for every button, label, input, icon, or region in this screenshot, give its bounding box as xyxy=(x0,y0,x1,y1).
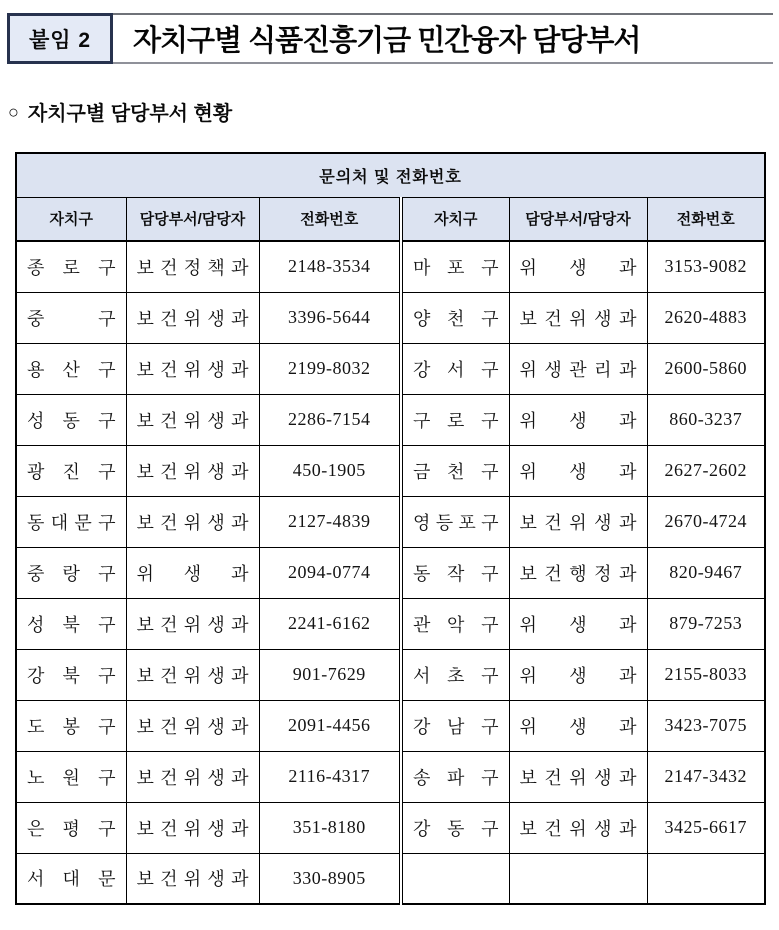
table-row xyxy=(16,292,765,343)
district-cell: 성 북 구 xyxy=(16,598,126,649)
table-row xyxy=(16,547,765,598)
section-heading xyxy=(8,97,779,126)
phone-cell: 2091-4456 xyxy=(259,700,401,751)
district-cell: 강 북 구 xyxy=(16,649,126,700)
phone-cell: 3423-7075 xyxy=(647,700,765,751)
district-cell xyxy=(401,853,509,904)
district-cell: 광 진 구 xyxy=(16,445,126,496)
department-cell xyxy=(509,853,647,904)
department-cell: 보 건 위 생 과 xyxy=(509,292,647,343)
phone-cell: 2600-5860 xyxy=(647,343,765,394)
phone-cell: 879-7253 xyxy=(647,598,765,649)
column-header: 전화번호 xyxy=(259,197,401,241)
district-cell: 강 남 구 xyxy=(401,700,509,751)
department-cell: 보 건 위 생 과 xyxy=(126,445,259,496)
district-cell: 영 등 포 구 xyxy=(401,496,509,547)
section-heading-text: 자치구별 담당부서 현황 xyxy=(27,103,233,125)
phone-cell: 2127-4839 xyxy=(259,496,401,547)
contact-table xyxy=(15,152,766,905)
department-cell: 보 건 위 생 과 xyxy=(126,802,259,853)
phone-cell: 2627-2602 xyxy=(647,445,765,496)
district-cell: 중 랑 구 xyxy=(16,547,126,598)
district-cell: 서 대 문 xyxy=(16,853,126,904)
table-row xyxy=(16,802,765,853)
department-cell: 보 건 위 생 과 xyxy=(126,394,259,445)
column-header: 전화번호 xyxy=(647,197,765,241)
phone-cell: 450-1905 xyxy=(259,445,401,496)
department-cell: 위 생 과 xyxy=(509,394,647,445)
district-cell: 용 산 구 xyxy=(16,343,126,394)
merged-header-row xyxy=(16,153,765,197)
phone-cell: 2147-3432 xyxy=(647,751,765,802)
circle-bullet-icon: ○ xyxy=(8,101,19,122)
phone-cell: 2116-4317 xyxy=(259,751,401,802)
table-row xyxy=(16,598,765,649)
department-cell: 보 건 위 생 과 xyxy=(126,343,259,394)
department-cell: 보 건 정 책 과 xyxy=(126,241,259,292)
department-cell: 위 생 과 xyxy=(509,649,647,700)
table-row xyxy=(16,496,765,547)
table-row xyxy=(16,649,765,700)
department-cell: 보 건 위 생 과 xyxy=(126,292,259,343)
department-cell: 보 건 위 생 과 xyxy=(126,700,259,751)
table-row xyxy=(16,241,765,292)
district-cell: 마 포 구 xyxy=(401,241,509,292)
phone-cell: 3396-5644 xyxy=(259,292,401,343)
column-header-row xyxy=(16,197,765,241)
table-row xyxy=(16,853,765,904)
department-cell: 보 건 위 생 과 xyxy=(509,496,647,547)
district-cell: 중 구 xyxy=(16,292,126,343)
column-header: 담당부서/담당자 xyxy=(126,197,259,241)
title-area xyxy=(113,13,773,64)
phone-cell xyxy=(647,853,765,904)
column-header: 자치구 xyxy=(16,197,126,241)
district-cell: 노 원 구 xyxy=(16,751,126,802)
phone-cell: 3425-6617 xyxy=(647,802,765,853)
phone-cell: 2286-7154 xyxy=(259,394,401,445)
department-cell: 보 건 위 생 과 xyxy=(126,853,259,904)
district-cell: 도 봉 구 xyxy=(16,700,126,751)
district-cell: 구 로 구 xyxy=(401,394,509,445)
title-band xyxy=(7,13,773,64)
phone-cell: 2241-6162 xyxy=(259,598,401,649)
department-cell: 보 건 위 생 과 xyxy=(509,751,647,802)
department-cell: 위 생 과 xyxy=(126,547,259,598)
phone-cell: 330-8905 xyxy=(259,853,401,904)
phone-cell: 2155-8033 xyxy=(647,649,765,700)
column-header: 자치구 xyxy=(401,197,509,241)
phone-cell: 2094-0774 xyxy=(259,547,401,598)
table-row xyxy=(16,394,765,445)
district-cell: 강 동 구 xyxy=(401,802,509,853)
district-cell: 서 초 구 xyxy=(401,649,509,700)
table-row xyxy=(16,343,765,394)
page-title: 자치구별 식품진흥기금 민간융자 담당부서 xyxy=(133,25,641,57)
district-cell: 관 악 구 xyxy=(401,598,509,649)
department-cell: 보 건 위 생 과 xyxy=(126,649,259,700)
phone-cell: 351-8180 xyxy=(259,802,401,853)
district-cell: 종 로 구 xyxy=(16,241,126,292)
district-cell: 금 천 구 xyxy=(401,445,509,496)
department-cell: 보 건 위 생 과 xyxy=(509,802,647,853)
attachment-badge: 붙임 2 xyxy=(7,13,113,64)
department-cell: 위 생 과 xyxy=(509,241,647,292)
district-cell: 양 천 구 xyxy=(401,292,509,343)
department-cell: 위 생 과 xyxy=(509,445,647,496)
phone-cell: 820-9467 xyxy=(647,547,765,598)
district-cell: 은 평 구 xyxy=(16,802,126,853)
district-cell: 성 동 구 xyxy=(16,394,126,445)
phone-cell: 860-3237 xyxy=(647,394,765,445)
phone-cell: 901-7629 xyxy=(259,649,401,700)
department-cell: 위 생 과 xyxy=(509,700,647,751)
department-cell: 보 건 위 생 과 xyxy=(126,598,259,649)
phone-cell: 2199-8032 xyxy=(259,343,401,394)
district-cell: 동 대 문 구 xyxy=(16,496,126,547)
phone-cell: 2148-3534 xyxy=(259,241,401,292)
district-cell: 강 서 구 xyxy=(401,343,509,394)
department-cell: 보 건 행 정 과 xyxy=(509,547,647,598)
department-cell: 보 건 위 생 과 xyxy=(126,496,259,547)
table-row xyxy=(16,700,765,751)
table-row xyxy=(16,445,765,496)
column-header: 담당부서/담당자 xyxy=(509,197,647,241)
department-cell: 위 생 과 xyxy=(509,598,647,649)
district-cell: 송 파 구 xyxy=(401,751,509,802)
phone-cell: 2670-4724 xyxy=(647,496,765,547)
department-cell: 보 건 위 생 과 xyxy=(126,751,259,802)
table-merged-header: 문의처 및 전화번호 xyxy=(16,153,765,197)
table-row xyxy=(16,751,765,802)
phone-cell: 2620-4883 xyxy=(647,292,765,343)
phone-cell: 3153-9082 xyxy=(647,241,765,292)
district-cell: 동 작 구 xyxy=(401,547,509,598)
department-cell: 위 생 관 리 과 xyxy=(509,343,647,394)
